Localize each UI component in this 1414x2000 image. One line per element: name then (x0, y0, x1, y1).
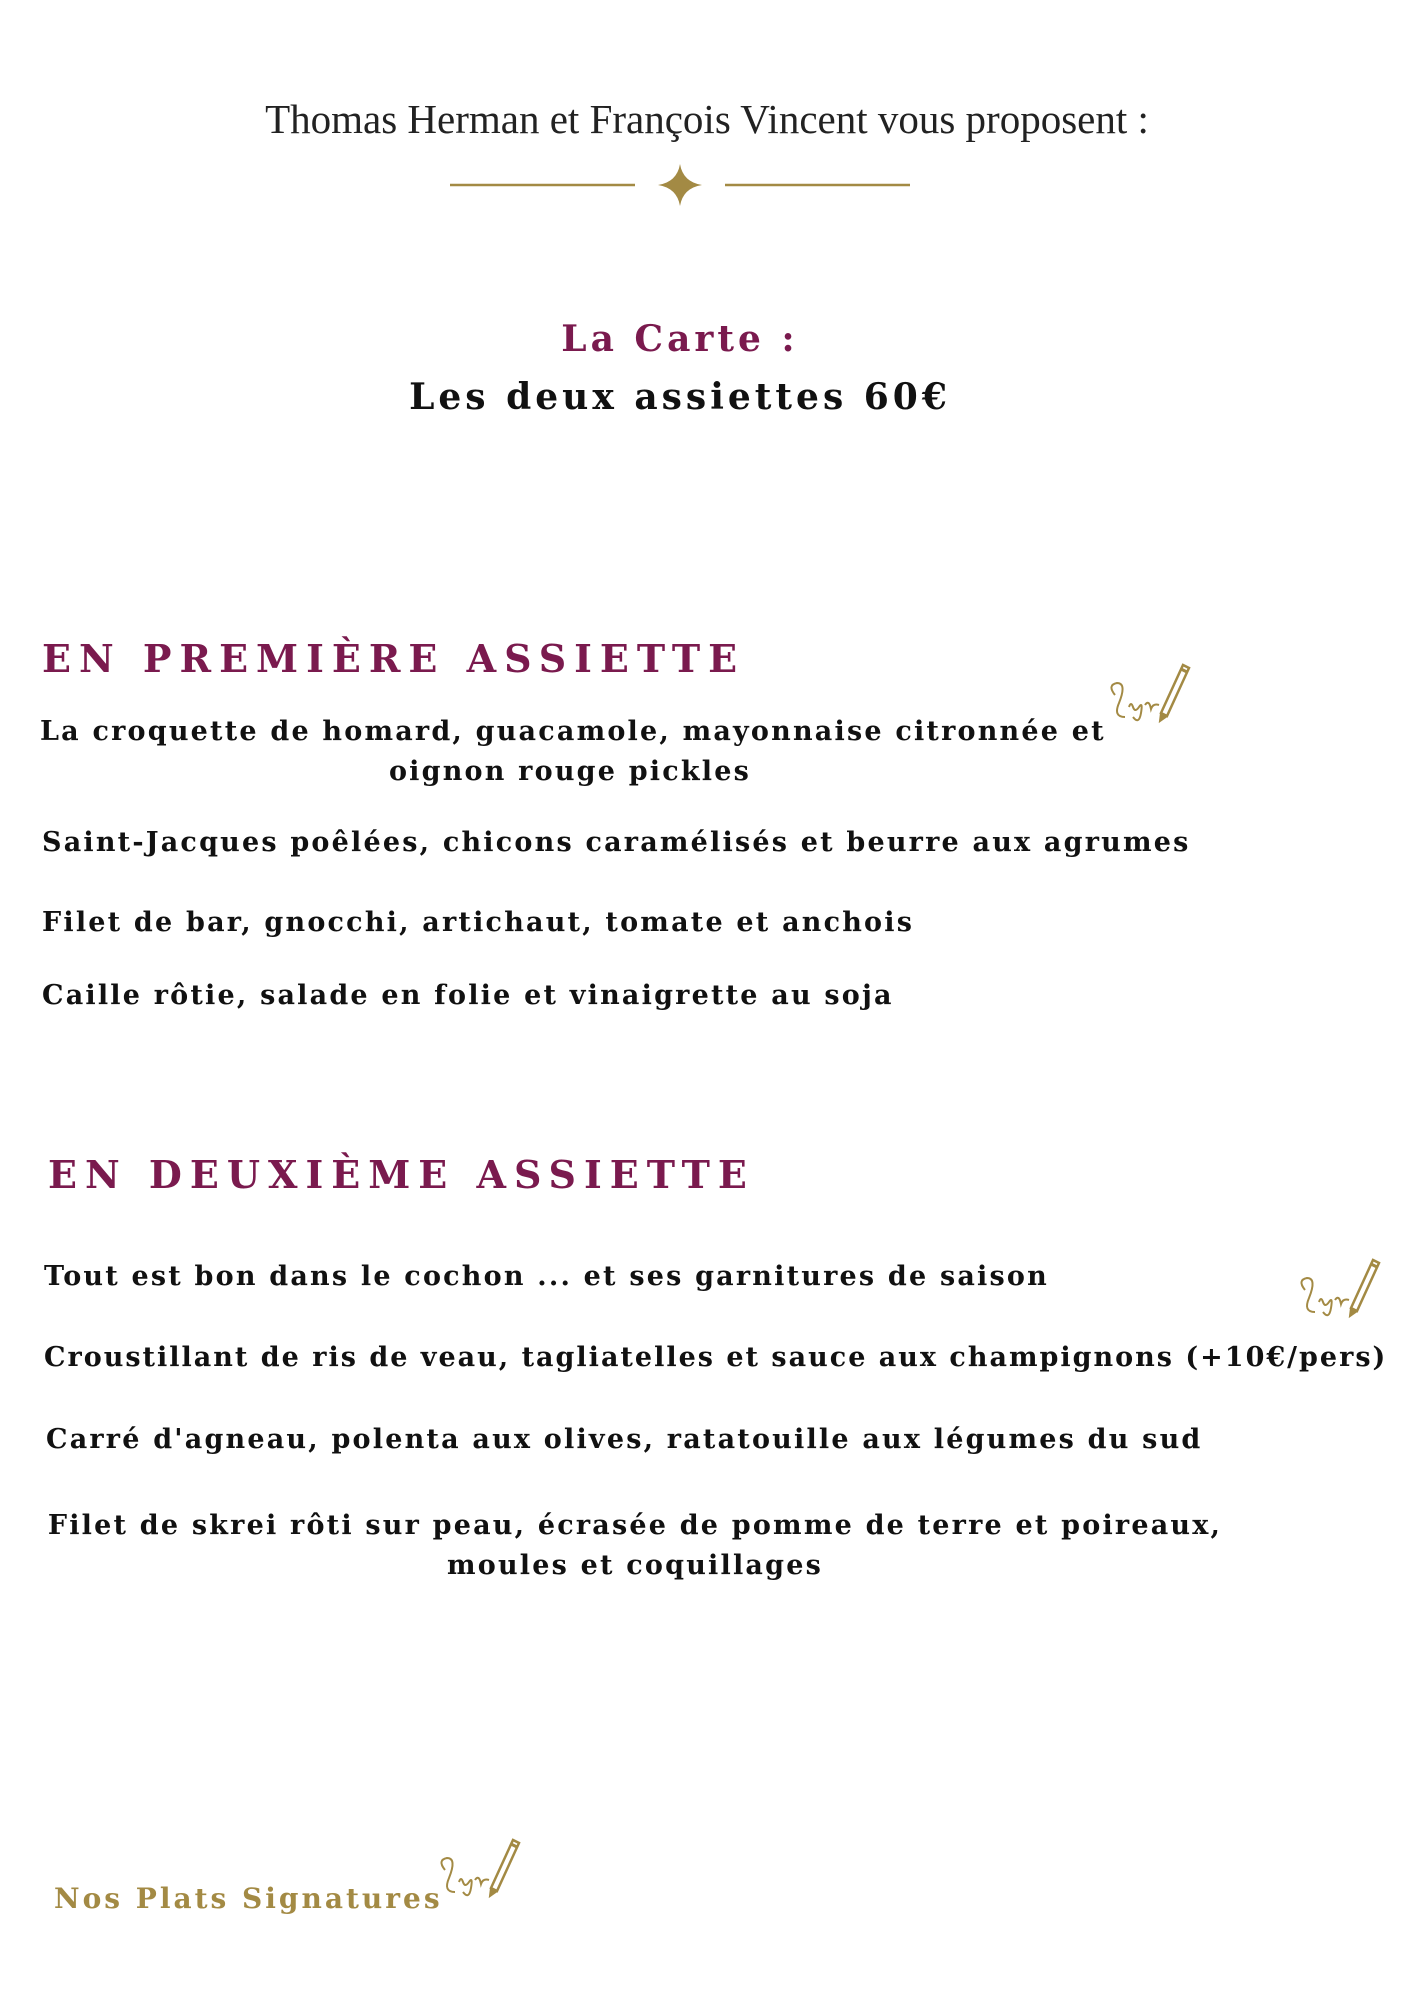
dish-line: Filet de skrei rôti sur peau, écrasée de pomme de terre et poireaux, (47, 1510, 1223, 1541)
menu-title: La Carte : (561, 318, 799, 360)
dish-line: La croquette de homard, guacamole, mayonnaise citronnée et (40, 716, 1106, 747)
intro-text: Thomas Herman et François Vincent vous proposent : (265, 96, 1149, 142)
signature-dishes-label: Nos Plats Signatures (54, 1882, 443, 1915)
dish-item (40, 712, 1106, 792)
dish-item (40, 1506, 1230, 1586)
menu-price: Les deux assiettes 60€ (409, 376, 951, 418)
dish-line: oignon rouge pickles (388, 756, 752, 787)
section-title-first: EN PREMIÈRE ASSIETTE (42, 636, 746, 681)
signature-pen-icon (435, 1830, 525, 1920)
dish-item: Filet de bar, gnocchi, artichaut, tomate et anchois (42, 907, 915, 938)
signature-pen-icon (1295, 1250, 1385, 1340)
dish-item: Croustillant de ris de veau, tagliatelles et sauce aux champignons (+10€/pers) (44, 1342, 1388, 1373)
dish-item: Carré d'agneau, polenta aux olives, ratatouille aux légumes du sud (46, 1424, 1203, 1455)
dish-item: Caille rôtie, salade en folie et vinaigrette au soja (42, 980, 894, 1011)
signature-pen-icon (1105, 655, 1195, 745)
four-point-star-icon (658, 164, 702, 206)
dish-item: Saint-Jacques poêlées, chicons caramélisés et beurre aux agrumes (42, 827, 1191, 858)
section-title-second: EN DEUXIÈME ASSIETTE (48, 1152, 755, 1197)
dish-line: moules et coquillages (447, 1550, 823, 1581)
ornament-divider (450, 160, 910, 210)
dish-item: Tout est bon dans le cochon ... et ses garnitures de saison (44, 1261, 1049, 1292)
